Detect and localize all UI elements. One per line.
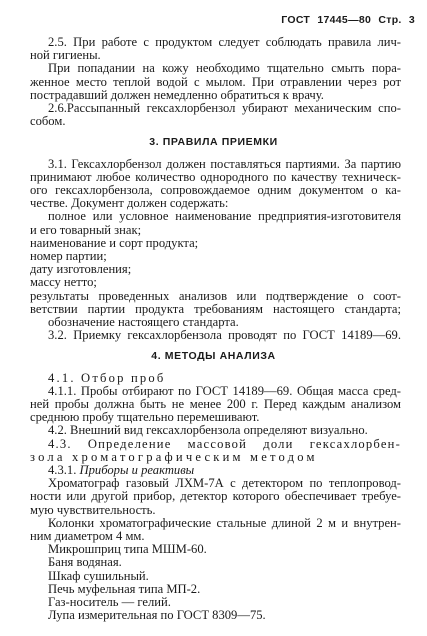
text-line: и его товарный знак;: [30, 222, 142, 237]
text-line: пострадавший должен немедленно обратиться к врачу.: [30, 87, 324, 102]
text-line: 2.5. При работе с продуктом следует соблюдать правила лич-: [48, 35, 401, 49]
text-line: Печь муфельная типа МП-2.: [48, 581, 201, 596]
header-number: 17445—80: [317, 14, 372, 26]
section-heading: 4. МЕТОДЫ АНАЛИЗА: [151, 350, 276, 363]
subsection-title: зола хроматографическим методом: [30, 449, 318, 464]
clause-number: 4.3.1.: [48, 463, 77, 477]
text-line: Газ-носитель — гелий.: [48, 595, 171, 609]
text-line: 3.2. Приемку гексахлорбензола проводят по ГОСТ 14189—69.: [48, 328, 401, 343]
text-line: ности или другой прибор, детектор которого обеспечивает требуе-: [30, 489, 401, 504]
text-line: наименование и сорт продукта;: [30, 235, 199, 250]
text-line: Колонки хроматографические стальные длиной 2 м и внутрен-: [48, 515, 401, 530]
text-line: ним диаметром 4 мм.: [30, 529, 145, 543]
text-line: принимают любое количество однородного по качеству техническ-: [30, 169, 401, 184]
header-page-number: 3: [408, 14, 415, 26]
text-line: честве. Документ должен содержать:: [30, 196, 229, 211]
text-line: Лупа измерительная по ГОСТ 8309—75.: [48, 608, 266, 623]
text-line: При попадании на кожу необходимо тщательно смыть пора-: [48, 61, 401, 76]
text-line: 4.2. Внешний вид гексахлорбензола определяют визуально.: [48, 423, 368, 438]
text-line: обозначение настоящего стандарта.: [48, 315, 239, 329]
text-line: результаты проведенных анализов или подтверждение о соот-: [30, 288, 401, 303]
text-line: дату изготовления;: [30, 262, 132, 277]
subsection-title: 4.3. Определение массовой доли гексахлорбен-: [48, 436, 401, 451]
section-heading: 3. ПРАВИЛА ПРИЕМКИ: [149, 136, 278, 149]
text-line: 4.1.1. Пробы отбирают по ГОСТ 14189—69. Общая масса сред-: [48, 383, 401, 398]
header-standard: ГОСТ: [281, 14, 311, 26]
text-line: среднюю пробу тщательно перемешивают.: [30, 410, 260, 425]
text-line: ветствии партии продукта требованиям настоящего стандарта;: [30, 301, 401, 316]
text-line: ной гигиены.: [30, 48, 101, 63]
text-line: ней пробы должна быть не менее 200 г. Перед каждым анализом: [30, 397, 401, 411]
text-line: мую чувствительность.: [30, 502, 156, 517]
clause-title: Приборы и реактивы: [79, 463, 195, 477]
text-line: Хроматограф газовый ЛХМ-7А с детектором по теплопровод-: [48, 476, 401, 491]
text-line: собом.: [30, 114, 66, 129]
text-line: Микрошприц типа МШМ-60.: [48, 542, 207, 557]
text-line: полное или условное наименование предприятия-изготовителя: [48, 209, 401, 224]
text-line: номер партии;: [30, 249, 107, 263]
text-line: ого гексахлорбензола, сопровождаемое одним документом о ка-: [30, 183, 401, 197]
subsection-title: 4.1. Отбор проб: [48, 370, 166, 385]
text-line: 3.1. Гексахлорбензол должен поставляться партиями. За партию: [48, 156, 401, 171]
header-page-label: Стр.: [378, 14, 402, 26]
page-header: [277, 14, 415, 26]
text-line: Шкаф сушильный.: [48, 568, 149, 583]
text-line: массу нетто;: [30, 275, 97, 290]
text-line: Баня водяная.: [48, 555, 122, 570]
text-line: 2.6.Рассыпанный гексахлорбензол убирают механическим спо-: [48, 101, 401, 115]
text-line: женное место теплой водой с мылом. При отравлении через рот: [30, 74, 401, 89]
